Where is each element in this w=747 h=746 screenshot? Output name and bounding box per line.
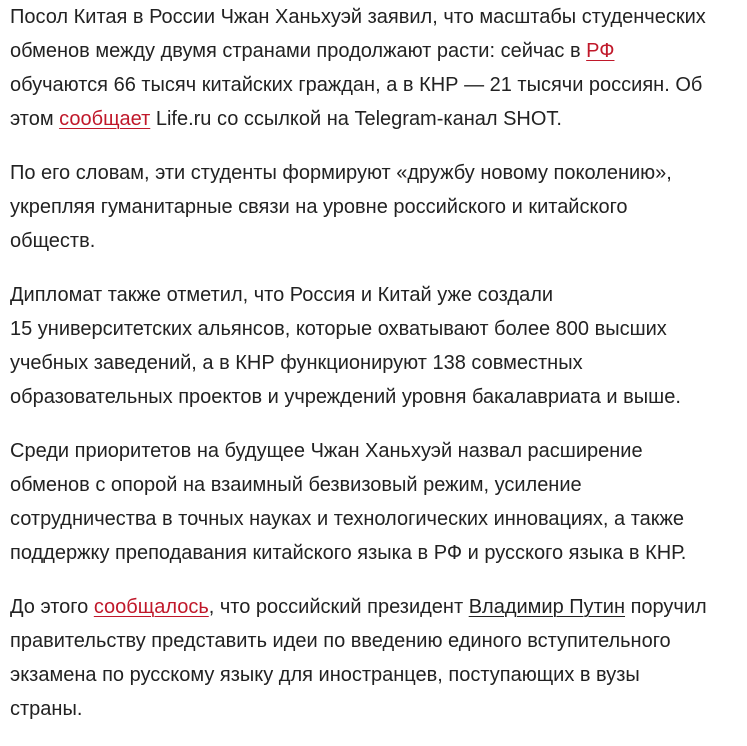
text-line: обучаются 66 тысяч китайских граждан, а в КНР — 21 тысячи россиян. Об (10, 74, 703, 96)
text-line: По его словам, эти студенты формируют «дружбу новому поколению», (10, 162, 672, 184)
text-line: обществ. (10, 230, 96, 252)
text-line: сотрудничества в точных науках и технологических инновациях, а также (10, 508, 685, 530)
link-rf[interactable]: РФ (586, 40, 615, 62)
text-line: Среди приоритетов на будущее Чжан Ханьхуэй назвал расширение (10, 440, 643, 462)
paragraph-5 (10, 590, 747, 726)
paragraph-2 (10, 156, 747, 258)
text-fragment: До этого (10, 596, 94, 618)
text-fragment: обменов между двумя странами продолжают расти: сейчас в (10, 40, 587, 62)
text-line (10, 102, 747, 136)
text-line: правительству представить идеи по введению единого вступительного (10, 630, 671, 652)
link-source-reports[interactable]: сообщает (59, 108, 151, 130)
text-line: Дипломат также отметил, что Россия и Китай уже создали (10, 284, 554, 306)
text-line: Посол Китая в России Чжан Ханьхуэй заявил, что масштабы студенческих (10, 6, 706, 28)
text-line: поддержку преподавания китайского языка в РФ и русского языка в КНР. (10, 542, 687, 564)
text-fragment: поручил (625, 596, 707, 618)
text-line: 15 университетских альянсов, которые охватывают более 800 высших (10, 318, 667, 340)
text-fragment: , что российский президент (208, 596, 469, 618)
text-line: образовательных проектов и учреждений уровня бакалавриата и выше. (10, 386, 681, 408)
text-line: страны. (10, 698, 83, 720)
text-line (10, 34, 747, 68)
text-line: укрепляя гуманитарные связи на уровне российского и китайского (10, 196, 628, 218)
text-line (10, 590, 747, 624)
text-fragment: Life.ru со ссылкой на Telegram-канал SHOT. (150, 108, 562, 130)
paragraph-4 (10, 434, 747, 570)
link-previously-reported[interactable]: сообщалось (93, 596, 209, 618)
text-line: экзамена по русскому языку для иностранцев, поступающих в вузы (10, 664, 640, 686)
link-person-putin[interactable]: Владимир Путин (468, 596, 626, 618)
text-fragment: этом (10, 108, 60, 130)
text-line: учебных заведений, а в КНР функционируют 138 совместных (10, 352, 583, 374)
text-line: обменов с опорой на взаимный безвизовый режим, усиление (10, 474, 582, 496)
paragraph-3 (10, 278, 747, 414)
article-body (10, 0, 747, 746)
paragraph-1 (10, 0, 747, 136)
